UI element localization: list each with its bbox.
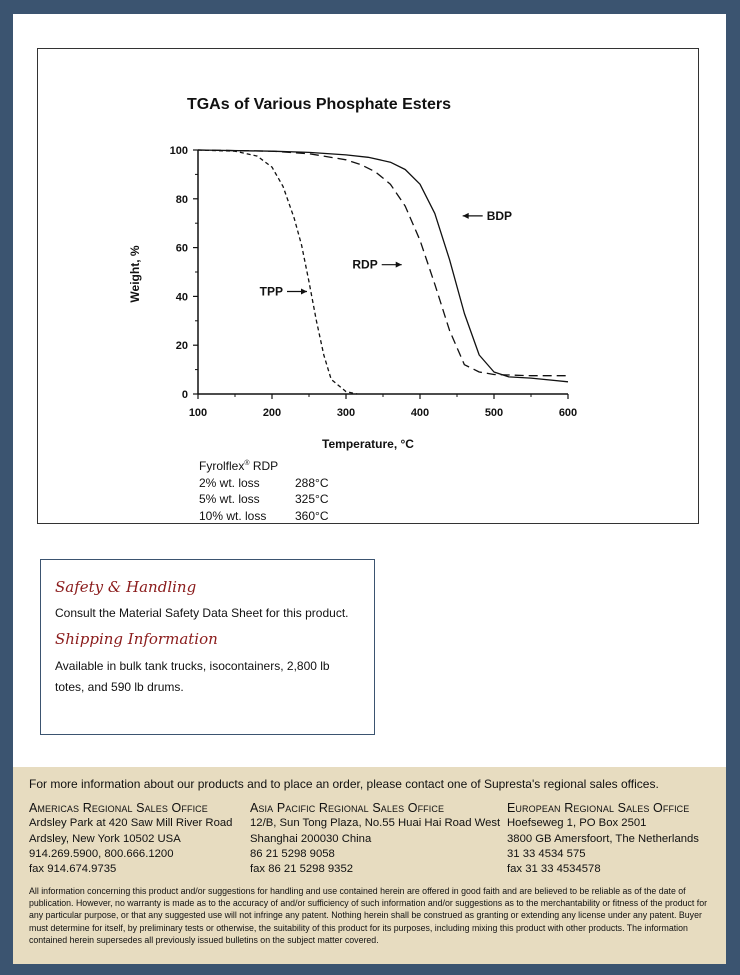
annotation-label-bdp: BDP [486,208,513,223]
contact-footer [13,767,726,964]
series-tpp-line [198,150,357,394]
office-line: fax 914.674.9735 [29,863,117,876]
annotation-label-rdp: RDP [352,257,378,272]
office-title: Asia Pacific Regional Sales Office [250,801,445,815]
office-americas [29,801,232,877]
datasheet-page [13,14,726,964]
safety-shipping-box [40,559,375,735]
office-title: Americas Regional Sales Office [29,801,208,815]
office-europe [507,801,699,877]
row-label: 5% wt. loss [199,492,260,506]
annotation-label-tpp: TPP [259,284,283,299]
y-tick-label: 100 [169,145,188,157]
office-title: European Regional Sales Office [507,801,690,815]
office-line: Shanghai 200030 China [250,832,372,845]
annotation-arrowhead-rdp [396,262,402,268]
series-rdp-line [198,150,568,376]
chart-title: TGAs of Various Phosphate Esters [186,96,452,113]
plot-area [170,145,578,419]
row-value: 360°C [295,508,329,523]
annotation-arrowhead-tpp [301,289,307,295]
x-tick-label: 300 [336,407,356,419]
office-line: Hoefseweg 1, PO Box 2501 [507,817,647,830]
rdp-table-title: Fyrolflex® RDP [199,459,279,473]
safety-heading: Safety & Handling [55,578,197,596]
series-bdp-line [198,150,568,382]
y-tick-label: 40 [175,291,188,304]
x-tick-label: 500 [484,407,504,419]
office-asia-pacific [250,801,500,877]
row-label: 2% wt. loss [199,475,260,490]
rdp-weight-loss-table [199,456,329,524]
office-line: 12/B, Sun Tong Plaza, No.55 Huai Hai Road West [250,817,501,830]
row-value: 288°C [295,475,329,490]
office-line: Ardsley Park at 420 Saw Mill River Road [29,817,233,830]
y-tick-label: 0 [181,389,188,401]
y-tick-label: 80 [175,193,188,206]
y-tick-label: 20 [175,340,188,353]
rdp-row-2pct [199,475,329,492]
office-line: fax 31 33 4534578 [507,863,601,876]
office-line: Ardsley, New York 10502 USA [29,832,181,845]
tga-chart [38,49,698,523]
safety-text: Consult the Material Safety Data Sheet for this product. [55,606,349,620]
x-tick-label: 200 [262,407,282,419]
shipping-text: Available in bulk tank trucks, isocontainers, 2,800 lb totes, and 590 lb drums. [55,659,330,694]
office-line: 3800 GB Amersfoort, The Netherlands [507,832,699,845]
annotation-arrowhead-bdp [463,213,469,219]
x-tick-label: 100 [188,407,208,419]
y-tick-label: 60 [175,242,188,255]
tga-chart-panel [37,48,699,524]
footer-intro: For more information about our products and to place an order, please contact one of Supresta's regional sales offices. [29,777,659,791]
rdp-row-5pct [199,491,329,508]
office-line: 86 21 5298 9058 [250,847,335,860]
legal-disclaimer: All information concerning this product and/or suggestions for handling and use contained herein are offered in good faith and are believed to be reliable as of the date of publication. However, no warranty is made as to the accuracy of and/or sufficiency of such information and/or suggestions as to the merchantability or fitness of the product for any particular purpose, or that any suggested use will not infringe any patent. Nothing herein shall be construed as granting or extending any license under any patent. Buyer must determine for itself, by preliminary tests or otherwise, the suitability of this product for its purposes, including mixing this product with other products. The information contained herein supersedes all previously issued bulletins on the subject matter covered. [29,886,708,945]
x-tick-label: 600 [558,407,578,419]
y-axis-label: Weight, % [128,245,142,303]
shipping-heading: Shipping Information [55,630,218,648]
office-line: 914.269.5900, 800.666.1200 [29,847,174,860]
x-tick-label: 400 [410,407,430,419]
row-label: 10% wt. loss [199,508,267,523]
x-axis-label: Temperature, °C [322,437,414,451]
office-line: fax 86 21 5298 9352 [250,863,354,876]
rdp-row-10pct [199,508,329,525]
row-value: 325°C [295,492,329,506]
office-line: 31 33 4534 575 [507,847,586,860]
